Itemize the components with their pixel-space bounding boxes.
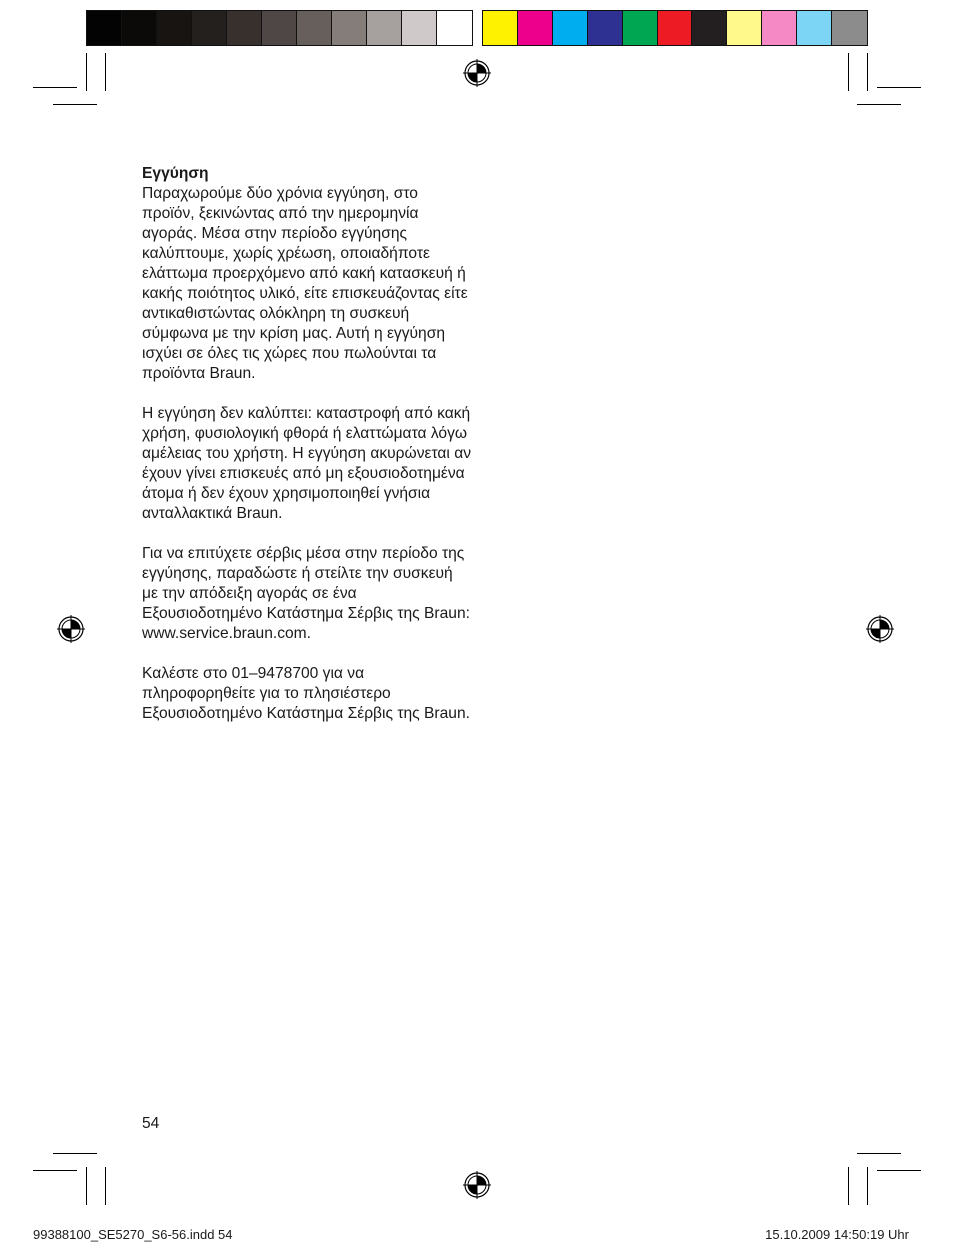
- color-swatch: [588, 11, 623, 45]
- slug-date-info: 15.10.2009 14:50:19 Uhr: [765, 1227, 909, 1242]
- crop-mark: [105, 53, 106, 91]
- color-swatch: [518, 11, 553, 45]
- crop-mark: [848, 1167, 849, 1205]
- page-number: 54: [142, 1115, 160, 1132]
- color-swatch: [122, 11, 157, 45]
- color-swatch: [762, 11, 797, 45]
- warranty-section: [142, 164, 472, 744]
- color-swatch: [437, 11, 472, 45]
- crop-mark: [53, 1153, 97, 1154]
- registration-mark-icon: [463, 1171, 491, 1199]
- color-swatch: [692, 11, 727, 45]
- paragraph-service-instructions: Για να επιτύχετε σέρβις μέσα στην περίοδο της εγγύησης, παραδώστε ή στείλτε την συσκευή με την απόδειξη αγοράς σε ένα Εξουσιοδοτημένο Κατάστημα Σέρβις της Braun: www.service.braun.com.: [142, 545, 470, 642]
- color-swatch: [262, 11, 297, 45]
- crop-mark: [877, 1170, 921, 1171]
- crop-mark: [86, 53, 87, 91]
- color-swatch: [157, 11, 192, 45]
- process-color-bar: [482, 10, 868, 46]
- slug-file-info: 99388100_SE5270_S6-56.indd 54: [33, 1227, 233, 1242]
- crop-mark: [33, 1170, 77, 1171]
- crop-mark: [53, 104, 97, 105]
- crop-mark: [857, 1153, 901, 1154]
- registration-mark-icon: [463, 59, 491, 87]
- color-swatch: [367, 11, 402, 45]
- crop-mark: [105, 1167, 106, 1205]
- color-swatch: [553, 11, 588, 45]
- color-swatch: [832, 11, 867, 45]
- registration-mark-icon: [57, 615, 85, 643]
- crop-mark: [33, 87, 77, 88]
- paragraph-warranty-exclusions: Η εγγύηση δεν καλύπτει: καταστροφή από κακή χρήση, φυσιολογική φθορά ή ελαττώματα λόγω αμέλειας του χρήστη. Η εγγύηση ακυρώνεται αν έχουν γίνει επισκευές από μη εξουσιοδοτημένα άτομα ή δεν έχουν χρησιμοποιηθεί γνήσια ανταλλακτικά Braun.: [142, 405, 472, 522]
- crop-mark: [86, 1167, 87, 1205]
- registration-mark-icon: [866, 615, 894, 643]
- color-swatch: [402, 11, 437, 45]
- paragraph-warranty-terms: Παραχωρούμε δύο χρόνια εγγύηση, στο προϊόν, ξεκινώντας από την ημερομηνία αγοράς. Μέσα στην περίοδο εγγύησης καλύπτουμε, χωρίς χρέωση, οποιαδήποτε ελάττωμα προερχόμενο από κακή κατασκευή ή κακής ποιότητος υλικό, είτε επισκευάζοντας είτε αντικαθιστώντας ολόκληρη τη συσκευή σύμφωνα με την κρίση μας. Αυτή η εγγύηση ισχύει σε όλες τις χώρες που πωλούνται τα προϊόντα Braun.: [142, 185, 468, 382]
- color-swatch: [658, 11, 693, 45]
- crop-mark: [877, 87, 921, 88]
- gray-color-bar: [86, 10, 473, 46]
- color-swatch: [192, 11, 227, 45]
- color-swatch: [297, 11, 332, 45]
- color-swatch: [332, 11, 367, 45]
- color-swatch: [227, 11, 262, 45]
- crop-mark: [867, 1167, 868, 1205]
- color-swatch: [483, 11, 518, 45]
- color-swatch: [727, 11, 762, 45]
- color-swatch: [797, 11, 832, 45]
- paragraph-service-phone: Καλέστε στο 01–9478700 για να πληροφορηθείτε για το πλησιέστερο Εξουσιοδοτημένο Κατάστημα Σέρβις της Braun.: [142, 665, 470, 722]
- crop-mark: [848, 53, 849, 91]
- section-title: Εγγύηση: [142, 165, 209, 182]
- crop-mark: [857, 104, 901, 105]
- color-swatch: [87, 11, 122, 45]
- color-swatch: [623, 11, 658, 45]
- crop-mark: [867, 53, 868, 91]
